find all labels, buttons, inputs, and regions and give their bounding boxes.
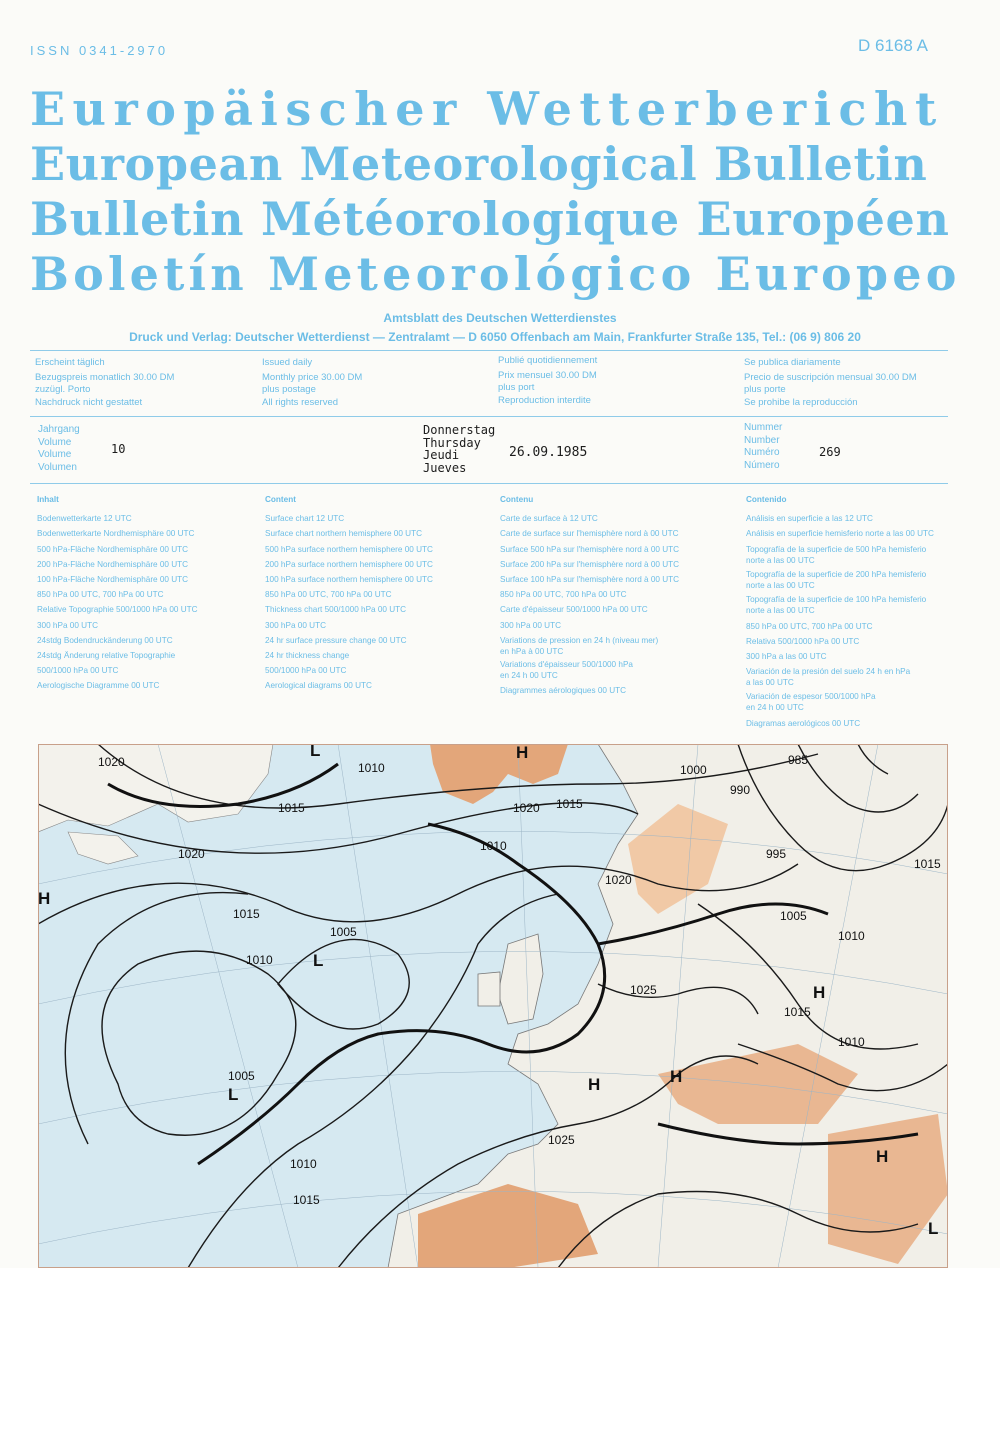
contents-item: Análisis en superficie hemisferio norte a las 00 UTC — [746, 529, 934, 539]
volume-labels — [38, 424, 80, 474]
contents-item: 850 hPa 00 UTC, 700 hPa 00 UTC — [37, 590, 164, 600]
isobar-label: 1015 — [914, 857, 941, 871]
contents-item: Surface 500 hPa sur l'hemisphère nord à 00 UTC — [500, 544, 680, 554]
isobar-label: 1015 — [233, 907, 260, 921]
contents-item: en hPa à 00 UTC — [500, 646, 564, 656]
contents-item: 300 hPa 00 UTC — [37, 620, 98, 630]
surface-weather-map — [38, 744, 948, 1268]
isobar-label: 1010 — [838, 929, 865, 943]
weekday-name: Donnerstag — [423, 423, 496, 437]
contents-item: 500 hPa surface northern hemisphere 00 UTC — [265, 544, 433, 554]
contents-item: Topografía de la superficie de 200 hPa hemisferio — [746, 569, 927, 579]
info-line: Publié quotidiennement — [498, 355, 598, 366]
contents-item: Variations d'épaisseur 500/1000 hPa — [500, 659, 633, 669]
contents-item: Thickness chart 500/1000 hPa 00 UTC — [265, 605, 407, 615]
info-line: Reproduction interdite — [498, 394, 591, 406]
ireland-landmass — [478, 972, 500, 1006]
isobar-label: 995 — [766, 847, 787, 861]
low-pressure-centre: L — [928, 1219, 939, 1238]
high-pressure-centre: H — [38, 889, 51, 908]
divider — [30, 483, 948, 484]
volume-label: Volume — [38, 449, 72, 460]
map-graphic — [38, 744, 948, 1268]
contents-item: 500/1000 hPa 00 UTC — [265, 666, 347, 676]
contents-item: Variations de pression en 24 h (niveau mer) — [500, 635, 659, 645]
contents-item: 850 hPa 00 UTC, 700 hPa 00 UTC — [500, 590, 627, 600]
isobar-label: 1005 — [228, 1069, 255, 1083]
isobar-label: 1015 — [278, 801, 305, 815]
isobar-label: 1010 — [480, 839, 507, 853]
low-pressure-centre: L — [310, 744, 321, 760]
isobar-label: 1025 — [630, 983, 657, 997]
high-pressure-centre: H — [813, 983, 826, 1002]
contents-item: en 24 h 00 UTC — [500, 670, 558, 680]
title-german: Europäischer Wetterbericht — [30, 82, 944, 136]
contents-spanish — [746, 492, 934, 731]
number-labels — [744, 422, 782, 472]
info-column-english — [262, 357, 362, 409]
contents-item: 24stdg Bodendruckänderung 00 UTC — [37, 635, 173, 645]
info-line: Prix mensuel 30.00 DM — [498, 369, 597, 381]
title-french: Bulletin Météorologique Européen — [30, 192, 950, 246]
contents-item: 300 hPa a las 00 UTC — [746, 652, 827, 662]
weekday-name: Jueves — [423, 460, 467, 475]
contents-item: Surface 200 hPa sur l'hemisphère nord à 00 UTC — [500, 559, 680, 569]
low-pressure-centre: L — [313, 951, 324, 970]
title-spanish: Boletín Meteorológico Europeo — [30, 247, 961, 301]
weekday-names — [423, 424, 495, 474]
contents-heading: Inhalt — [37, 495, 59, 504]
weekday-name: Thursday — [423, 435, 481, 450]
volume-label: Volumen — [38, 461, 77, 473]
contents-item: 300 hPa 00 UTC — [265, 620, 326, 630]
contents-item: Carte de surface sur l'hemisphère nord à 00 UTC — [500, 529, 679, 539]
contents-item: 100 hPa surface northern hemisphere 00 UTC — [265, 575, 433, 585]
info-line: Bezugspreis monatlich 30.00 DM — [35, 371, 175, 383]
issue-date: 26.09.1985 — [509, 445, 588, 460]
contents-item: Topografía de la superficie de 100 hPa hemisferio — [746, 594, 927, 604]
info-line: Erscheint täglich — [35, 357, 105, 368]
contents-item: Bodenwetterkarte 12 UTC — [37, 514, 132, 524]
weekday-name: Jeudi — [423, 448, 460, 462]
contents-item: Carte de surface à 12 UTC — [500, 514, 598, 524]
volume-label: Jahrgang — [38, 424, 80, 435]
contents-item: en 24 h 00 UTC — [746, 703, 804, 713]
divider — [30, 416, 948, 417]
contents-item: Carte d'épaisseur 500/1000 hPa 00 UTC — [500, 605, 648, 615]
issn-number: ISSN 0341-2970 — [30, 43, 169, 58]
contents-item: Variación de espesor 500/1000 hPa — [746, 692, 876, 702]
contents-item: norte a las 00 UTC — [746, 605, 815, 615]
title-english: European Meteorological Bulletin — [30, 137, 928, 191]
contents-item: Análisis en superficie a las 12 UTC — [746, 514, 873, 524]
isobar-label: 1015 — [293, 1193, 320, 1207]
issue-number: 269 — [819, 445, 841, 459]
divider — [30, 350, 948, 351]
contents-item: Surface 100 hPa sur l'hemisphère nord à 00 UTC — [500, 575, 680, 585]
amtsblatt-line: Amtsblatt des Deutschen Wetterdienstes — [383, 311, 617, 325]
high-pressure-centre: H — [670, 1067, 683, 1086]
isobar-label: 1005 — [330, 925, 357, 939]
info-line: Issued daily — [262, 357, 313, 368]
number-label: Number — [744, 434, 780, 446]
contents-heading: Contenu — [500, 495, 534, 504]
number-label: Numéro — [744, 447, 780, 458]
contents-item: a las 00 UTC — [746, 678, 794, 688]
info-column-french — [498, 355, 597, 407]
contents-item: Surface chart northern hemisphere 00 UTC — [265, 529, 423, 539]
contents-item: 24stdg Änderung relative Topographie — [37, 651, 176, 661]
high-pressure-centre: H — [588, 1075, 601, 1094]
isobar-label: 1005 — [780, 909, 807, 923]
info-line: plus porte — [744, 384, 786, 395]
low-pressure-centre: L — [228, 1085, 239, 1104]
contents-item: 24 hr surface pressure change 00 UTC — [265, 635, 407, 645]
contents-english — [265, 492, 433, 694]
contents-item: 500 hPa-Fläche Nordhemisphäre 00 UTC — [37, 544, 189, 554]
info-line: Precio de suscripción mensual 30.00 DM — [744, 371, 917, 383]
info-column-german — [35, 357, 174, 409]
isobar-label: 1010 — [358, 761, 385, 775]
contents-heading: Contenido — [746, 495, 787, 504]
contents-item: Relative Topographie 500/1000 hPa 00 UTC — [37, 605, 198, 615]
isobar-label: 1020 — [178, 847, 205, 861]
isobar-label: 1010 — [290, 1157, 317, 1171]
info-line: plus port — [498, 382, 535, 393]
isobar-label: 985 — [788, 753, 809, 767]
isobar-label: 1010 — [838, 1035, 865, 1049]
contents-item: Diagrammes aérologiques 00 UTC — [500, 685, 627, 695]
contents-item: Aerologische Diagramme 00 UTC — [37, 681, 160, 691]
contents-item: Variación de la presión del suelo 24 h en hPa — [746, 667, 911, 677]
volume-value: 10 — [111, 442, 126, 456]
contents-heading: Content — [265, 495, 296, 504]
isobar-label: 1020 — [513, 801, 540, 815]
isobar-label: 990 — [730, 783, 751, 797]
info-line: Se prohibe la reproducción — [744, 396, 858, 408]
isobar-label: 1020 — [605, 873, 632, 887]
contents-item: 100 hPa-Fläche Nordhemisphäre 00 UTC — [37, 575, 189, 585]
contents-item: Diagramas aerológicos 00 UTC — [746, 719, 861, 729]
contents-item: norte a las 00 UTC — [746, 580, 815, 590]
contents-item: 500/1000 hPa 00 UTC — [37, 666, 119, 676]
number-label: Número — [744, 459, 780, 471]
isobar-label: 1010 — [246, 953, 273, 967]
contents-item: 200 hPa-Fläche Nordhemisphäre 00 UTC — [37, 559, 189, 569]
contents-item: Bodenwetterkarte Nordhemisphäre 00 UTC — [37, 529, 195, 539]
postal-code: D 6168 A — [858, 36, 928, 55]
isobar-label: 1015 — [784, 1005, 811, 1019]
publisher-line: Druck und Verlag: Deutscher Wetterdienst — Zentralamt — D 6050 Offenbach am Main, Frankfurter Straße 135, Tel.: (06 9) 806 20 — [129, 330, 861, 344]
isobar-label: 1025 — [548, 1133, 575, 1147]
isobar-label: 1020 — [98, 755, 125, 769]
info-line: plus postage — [262, 384, 316, 395]
contents-item: Relativa 500/1000 hPa 00 UTC — [746, 636, 860, 646]
number-label: Nummer — [744, 422, 783, 433]
info-line: zuzügl. Porto — [35, 384, 91, 395]
contents-german — [37, 492, 198, 694]
isobar-label: 1000 — [680, 763, 707, 777]
contents-item: Topografía de la superficie de 500 hPa hemisferio — [746, 544, 927, 554]
contents-item: 850 hPa 00 UTC, 700 hPa 00 UTC — [746, 621, 873, 631]
info-line: All rights reserved — [262, 396, 339, 408]
isobar-label: 1015 — [556, 797, 583, 811]
contents-item: Surface chart 12 UTC — [265, 514, 345, 524]
info-column-spanish — [744, 357, 917, 409]
contents-french — [500, 492, 679, 698]
contents-item: norte a las 00 UTC — [746, 555, 815, 565]
contents-item: Aerological diagrams 00 UTC — [265, 681, 372, 691]
contents-item: 200 hPa surface northern hemisphere 00 UTC — [265, 559, 433, 569]
contents-item: 850 hPa 00 UTC, 700 hPa 00 UTC — [265, 590, 392, 600]
contents-item: 300 hPa 00 UTC — [500, 620, 561, 630]
info-line: Nachdruck nicht gestattet — [35, 396, 143, 408]
info-line: Monthly price 30.00 DM — [262, 371, 363, 383]
high-pressure-centre: H — [876, 1147, 889, 1166]
info-line: Se publica diariamente — [744, 357, 841, 368]
contents-item: 24 hr thickness change — [265, 651, 350, 661]
high-pressure-centre: H — [516, 744, 529, 762]
volume-label: Volume — [38, 436, 72, 448]
